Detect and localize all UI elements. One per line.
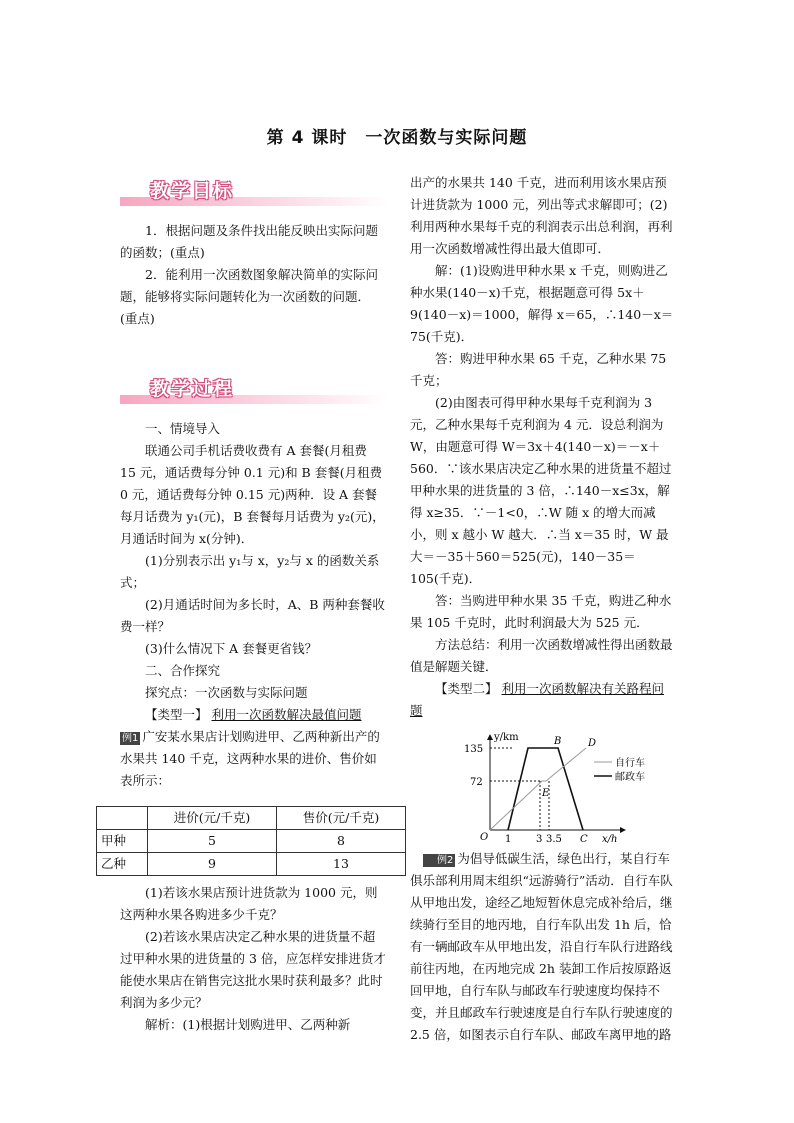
table-header-cell: 售价(元/千克) [277, 807, 406, 830]
origin-label: O [480, 832, 489, 843]
goal-2: 2．能利用一次函数图象解决简单的实际问题，能够将实际问题转化为一次函数的问题．(重点) [120, 267, 378, 326]
x-axis-label: x/h [602, 834, 618, 845]
type-1-heading [120, 704, 386, 726]
type-2-tag: 【类型二】 [435, 681, 498, 696]
table-row [97, 830, 406, 853]
point-b: B [554, 736, 562, 747]
answer-2: 答：当购进甲种水果 35 千克，购进乙种水果 105 千克时，此时利润最大为 525 元． [410, 593, 672, 630]
legend-bicycle: 自行车 [615, 758, 645, 769]
process-banner-label: 教学过程 [150, 378, 235, 400]
x-tick-3-5: 3.5 [546, 834, 562, 845]
question-2: (2)月通话时间为多长时，A、B 两种套餐收费一样？ [120, 597, 385, 634]
goals-banner [120, 180, 386, 214]
type-1-tag: 【类型一】 [145, 707, 208, 722]
x-axis-arrow [620, 827, 626, 833]
price-table [96, 806, 406, 876]
point-c: C [580, 834, 588, 845]
question-1: (1)分别表示出 y₁与 x，y₂与 x 的函数关系式； [120, 553, 380, 590]
bicycle-line [490, 748, 586, 830]
type-2-heading [410, 678, 676, 722]
example-2-badge: 例2 [423, 854, 456, 867]
table-cell: 5 [148, 830, 277, 853]
goal-1: 1．根据问题及条件找出能反映出实际问题的函数；(重点) [120, 223, 378, 260]
table-cell: 乙种 [97, 853, 148, 876]
distance-time-graph [410, 726, 676, 846]
solution-1: 解：(1)设购进甲种水果 x 千克，则购进乙种水果(140－x)千克，根据题意可得 5x＋9(140－x)＝1000，解得 x＝65，∴140－x＝75(千克)． [410, 263, 674, 344]
type-1-title: 利用一次函数解决最值问题 [211, 707, 362, 722]
y-axis-arrow [487, 734, 493, 740]
table-header-cell [97, 807, 148, 830]
process-banner [120, 378, 386, 412]
analysis-start: 解析：(1)根据计划购进甲、乙两种新 [145, 1017, 351, 1032]
page-title: 第 4 课时 一次函数与实际问题 [266, 128, 528, 148]
example-1 [120, 726, 386, 792]
analysis-continued: 出产的水果共 140 千克，进而利用该水果店预计进货款为 1000 元，列出等式求解即可；(2)利用两种水果每千克的利润表示出总利润，再利用一次函数增减性得出最大值即可． [410, 175, 673, 256]
table-row [97, 853, 406, 876]
right-column [410, 172, 676, 1046]
table-cell: 8 [277, 830, 406, 853]
section-1-heading: 一、情境导入 [145, 421, 221, 436]
table-cell: 9 [148, 853, 277, 876]
legend-postal: 邮政车 [615, 772, 645, 783]
type-2-title: 利用一次函数解决有关路程问题 [410, 681, 665, 718]
table-header-cell: 进价(元/千克) [148, 807, 277, 830]
table-cell: 13 [277, 853, 406, 876]
answer-1: 答：购进甲种水果 65 千克，乙种水果 75 千克； [410, 351, 667, 388]
graph-svg [410, 726, 676, 846]
table-header-row [97, 807, 406, 830]
example-1-text: 广安某水果店计划购进甲、乙两种新出产的水果共 140 千克，这两种水果的进价、售价如表所示： [120, 729, 380, 788]
point-d: D [588, 738, 597, 749]
example-1-question-1: (1)若该水果店预计进货款为 1000 元，则这两种水果各购进多少千克？ [120, 885, 378, 922]
y-axis-label: y/km [494, 732, 519, 743]
question-3: (3)什么情况下 A 套餐更省钱？ [145, 641, 318, 656]
example-1-badge: 例1 [122, 733, 139, 744]
intro-paragraph: 联通公司手机话费收费有 A 套餐(月租费 15 元，通话费每分钟 0.1 元)和 B 套餐(月租费 0 元，通话费每分钟 0.15 元)两种．设 A 套餐每月话费为 y₁(元)，B 套餐每月话费为 y₂(元)，月通话时间为 x(分钟)． [120, 443, 385, 546]
example-2-text: 为倡导低碳生活，绿色出行，某自行车俱乐部利用周末组织“远游骑行”活动．自行车队从甲地出发，途经乙地短暂休息完成补给后，继续骑行至目的地丙地，自行车队出发 1h 后，恰有一辆邮政车从甲地出发，沿自行车队行进路线前往丙地，在丙地完成 2h 装卸工作后按原路返回甲地，自行车队与邮政车行驶速度均保持不变，并且邮政车行驶速度是自行车队行驶速度的 2.5 倍，如图表示自行车队、邮政车离甲地的路 [410, 851, 673, 1042]
y-tick-135: 135 [464, 744, 484, 755]
method-summary: 方法总结：利用一次函数增减性得出函数最值是解题关键． [410, 637, 673, 674]
point-e: E [542, 788, 550, 799]
table-cell: 甲种 [97, 830, 148, 853]
example-1-question-2: (2)若该水果店决定乙种水果的进货量不超过甲种水果的进货量的 3 倍，应怎样安排进货才能使水果店在销售完这批水果时获利最多？此时利润为多少元？ [120, 929, 386, 1010]
goals-banner-label: 教学目标 [150, 180, 235, 202]
x-tick-1: 1 [505, 834, 512, 845]
left-column [101, 180, 386, 1036]
y-tick-72: 72 [470, 777, 483, 788]
solution-2: (2)由图表可得甲种水果每千克利润为 3 元，乙种水果每千克利润为 4 元．设总利润为 W，由题意可得 W＝3x＋4(140－x)＝－x＋560．∵该水果店决定乙种水果的进货量不超过甲种水果的进货量的 3 倍，∴140－x≤3x，解得 x≥35．∵－1<0，∴W 随 x 的增大而减小，则 x 越小 W 越大．∴当 x＝35 时，W 最大＝－35＋560＝525(元)，140－35＝105(千克)． [410, 395, 672, 586]
x-tick-3: 3 [536, 834, 543, 845]
section-2-heading: 二、合作探究 [145, 663, 221, 678]
explore-point: 探究点：一次函数与实际问题 [145, 685, 308, 700]
example-2 [410, 848, 676, 1046]
